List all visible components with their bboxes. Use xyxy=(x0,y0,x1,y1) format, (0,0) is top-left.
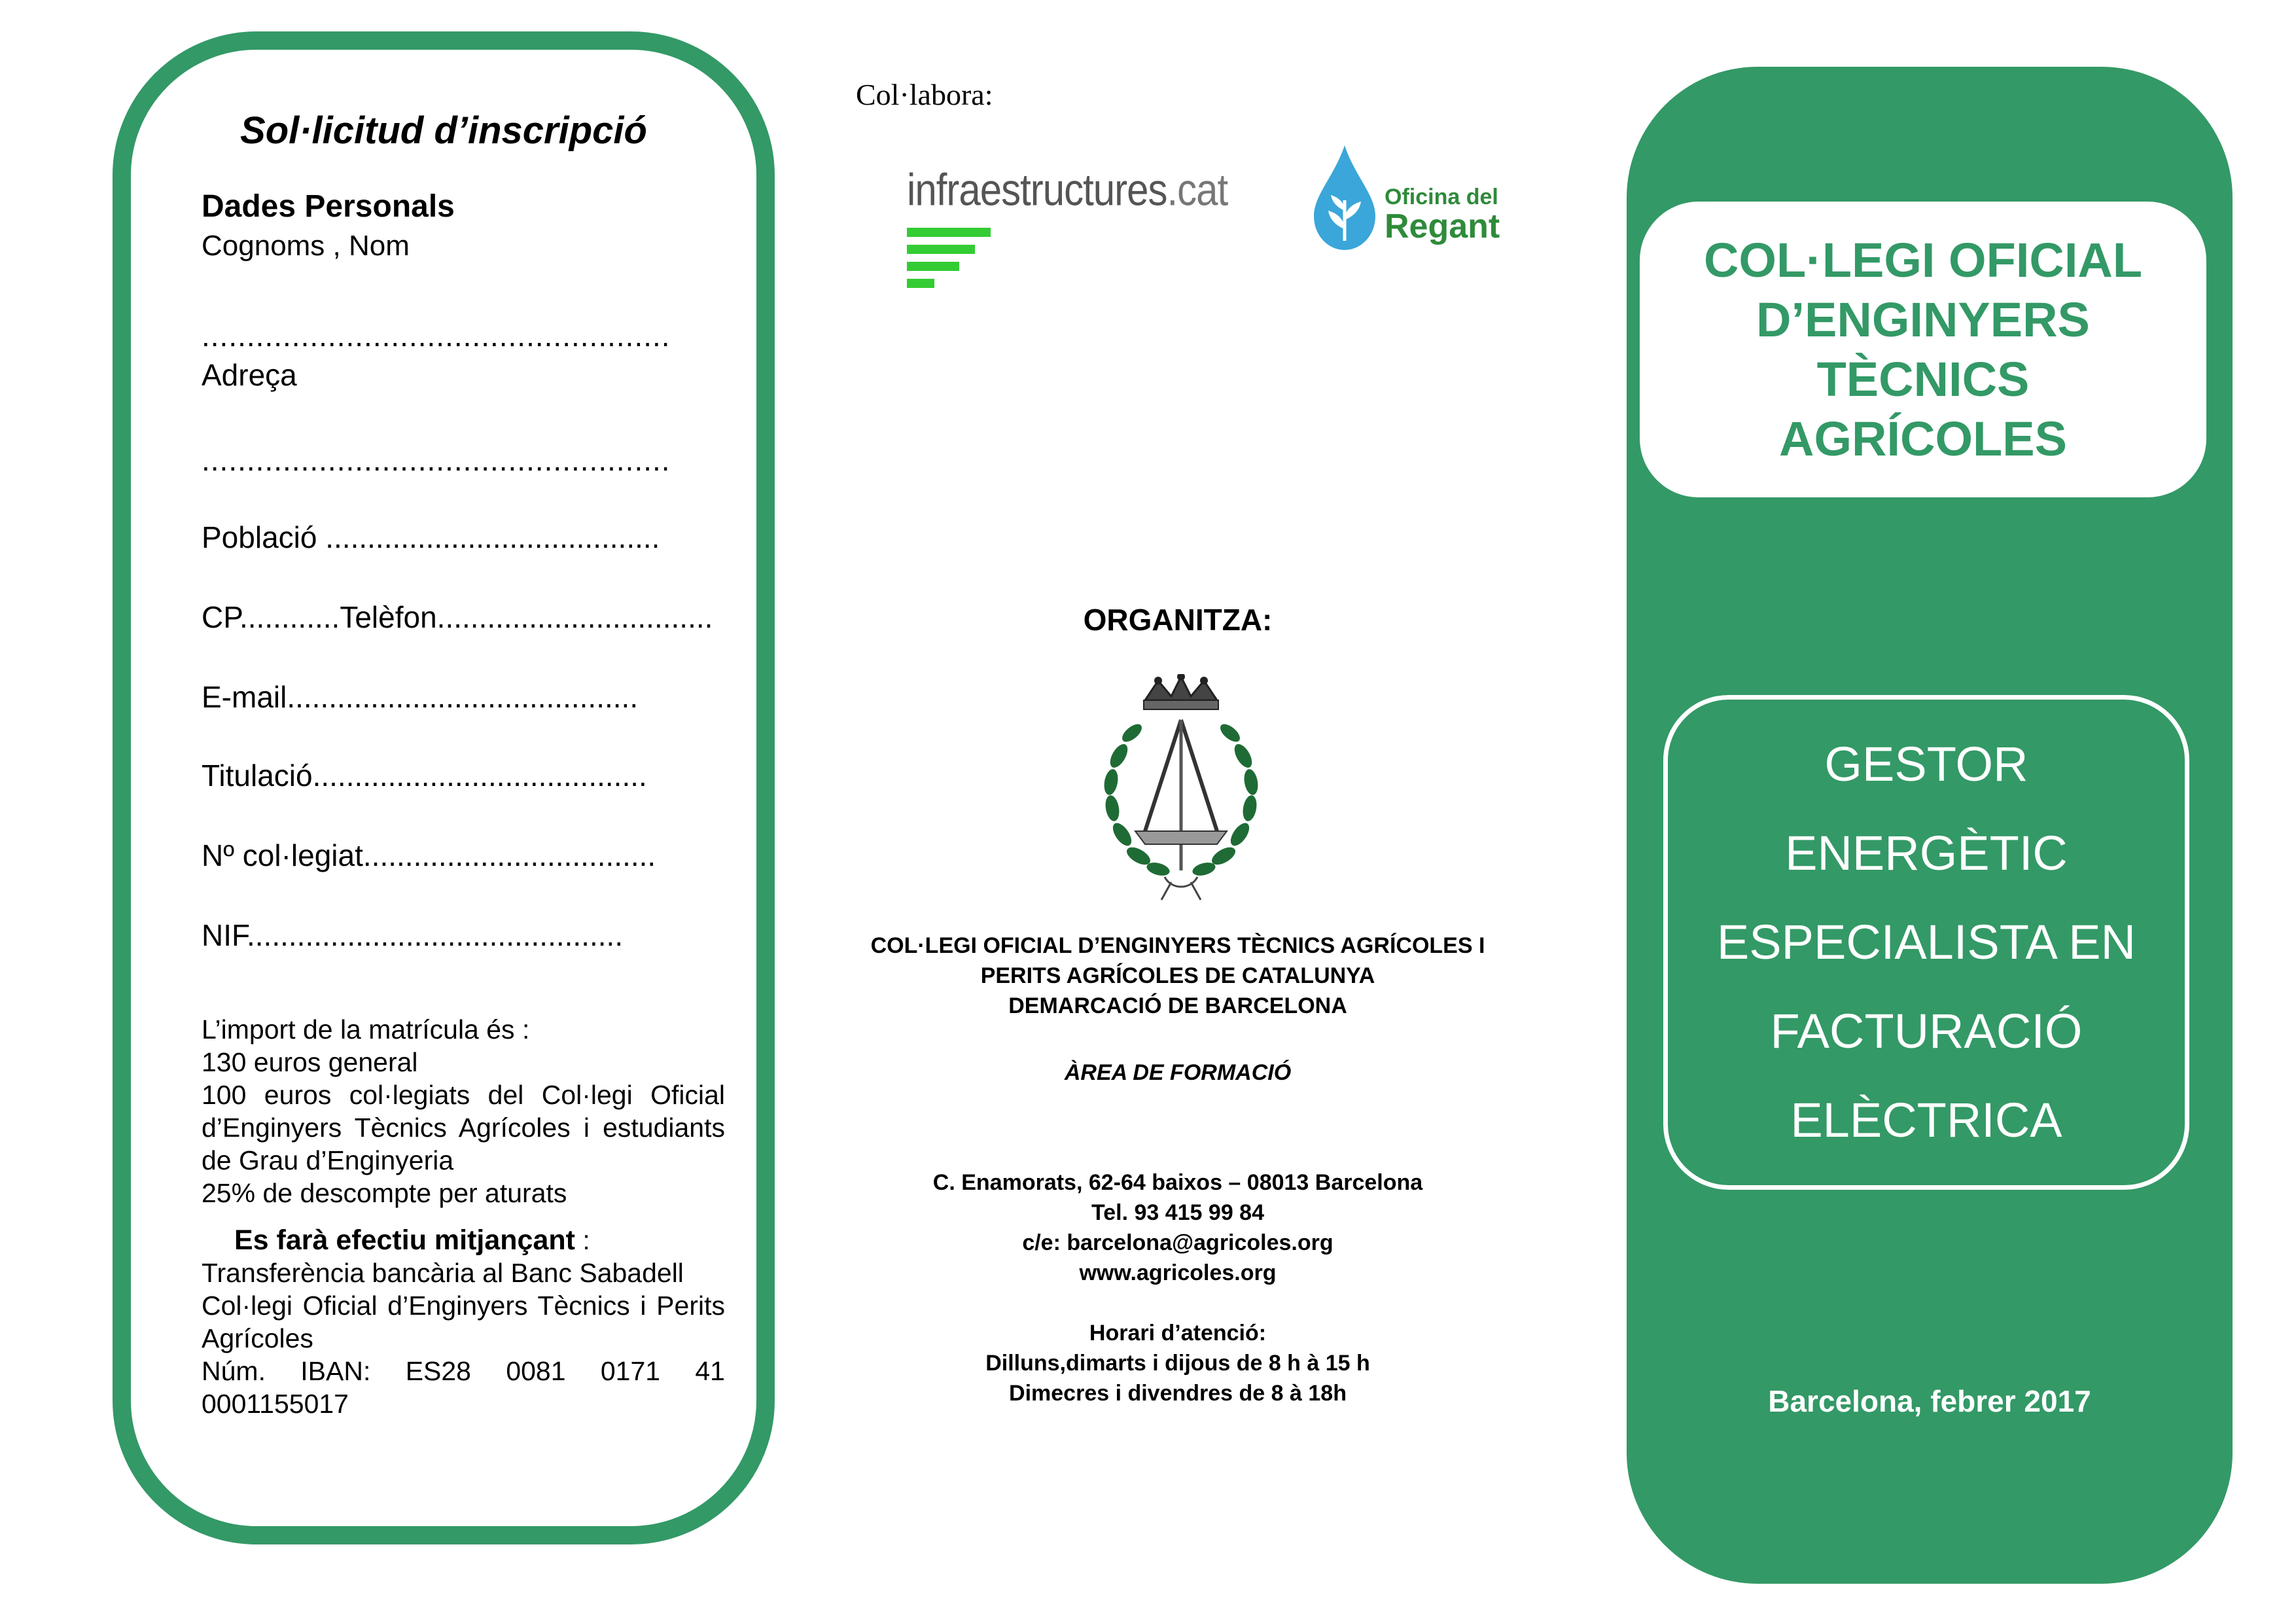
fee-intro: L’import de la matrícula és : xyxy=(202,1014,530,1044)
org-line-3: DEMARCACIÓ DE BARCELONA xyxy=(1008,993,1347,1018)
collabora-label: Col·labora: xyxy=(856,78,993,111)
address-label: Adreça xyxy=(202,358,297,392)
cover-panel xyxy=(1627,67,2233,1584)
iban-tail: 0001155017 xyxy=(202,1389,349,1419)
course-title-box xyxy=(1663,695,2189,1190)
hours-line-1: Dilluns,dimarts i dijous de 8 h à 15 h xyxy=(985,1351,1370,1376)
infraestructures-logo xyxy=(907,164,1228,294)
section-title: Dades Personals xyxy=(202,189,455,224)
fee-block xyxy=(202,1013,725,1420)
hours-title: Horari d’atenció: xyxy=(1089,1321,1267,1346)
institution-title: COL·LEGI OFICIAL D’ENGINYERS TÈCNICS AGRÍCOLES xyxy=(1703,233,2143,466)
iban-part: Núm. xyxy=(202,1356,266,1386)
oficina-del-regant-logo xyxy=(1309,143,1518,254)
form-title: Sol·licitud d’inscripció xyxy=(240,109,647,152)
address-field[interactable]: .................................................... xyxy=(202,443,671,477)
fee-general: 130 euros general xyxy=(202,1047,418,1077)
org-line-1: COL·LEGI OFICIAL D’ENGINYERS TÈCNICS AGRÍCOLES I xyxy=(870,933,1485,958)
iban-part: 0081 xyxy=(506,1356,566,1386)
fee-unemployed: 25% de descompte per aturats xyxy=(202,1178,567,1208)
iban-part: IBAN: xyxy=(300,1356,371,1386)
iban-part: 41 xyxy=(695,1356,725,1386)
infraestructures-logo-text: infraestructures.cat xyxy=(907,164,1228,215)
phone: Tel. 93 415 99 84 xyxy=(1091,1200,1264,1225)
iban-line xyxy=(202,1355,725,1387)
hours-line-2: Dimecres i divendres de 8 à 18h xyxy=(1009,1381,1347,1406)
nif-field[interactable]: NIF............................................. xyxy=(202,918,624,952)
postcode-phone-field[interactable]: CP............Telèfon................................. xyxy=(202,600,713,634)
city-field[interactable]: Població ........................................ xyxy=(202,520,660,554)
personal-data-block xyxy=(202,187,718,266)
training-area: ÀREA DE FORMACIÓ xyxy=(1064,1060,1292,1085)
regant-logo-line-1: Oficina del xyxy=(1385,185,1498,209)
name-field[interactable]: .................................................... xyxy=(202,319,671,353)
org-line-2: PERITS AGRÍCOLES DE CATALUNYA xyxy=(980,963,1375,988)
course-title: GESTOR ENERGÈTIC ESPECIALISTA EN FACTURACIÓ ELÈCTRICA xyxy=(1716,737,2136,1147)
website-link[interactable]: www.agricoles.org xyxy=(1079,1260,1277,1285)
payment-colon: : xyxy=(574,1225,590,1255)
address: C. Enamorats, 62-64 baixos – 08013 Barcelona xyxy=(932,1170,1423,1195)
institution-title-box xyxy=(1640,202,2206,497)
fee-members: 100 euros col·legiats del Col·legi Oficial d’Enginyers Tècnics Agrícoles i estudiants de Grau d’Enginyeria xyxy=(202,1080,725,1175)
payment-title: Es farà efectiu mitjançant xyxy=(234,1224,575,1256)
organizer-contact-block xyxy=(785,931,1570,1408)
member-number-field[interactable]: Nº col·legiat................................... xyxy=(202,838,656,872)
email-field[interactable]: E-mail.......................................... xyxy=(202,680,639,714)
cover-date: Barcelona, febrer 2017 xyxy=(1768,1384,2091,1418)
regant-logo-line-2: Regant xyxy=(1385,207,1500,245)
water-drop-icon xyxy=(1309,143,1381,254)
payment-line-1: Transferència bancària al Banc Sabadell xyxy=(202,1258,684,1288)
registration-form-panel xyxy=(113,31,775,1544)
payment-line-2: Col·legi Oficial d’Enginyers Tècnics i Perits Agrícoles xyxy=(202,1291,725,1353)
degree-field[interactable]: Titulació........................................ xyxy=(202,758,647,793)
organitza-heading: ORGANITZA: xyxy=(1083,603,1273,637)
name-label: Cognoms , Nom xyxy=(202,230,410,262)
email-link[interactable]: c/e: barcelona@agricoles.org xyxy=(1022,1230,1333,1255)
iban-part: ES28 xyxy=(405,1356,471,1386)
college-emblem-icon xyxy=(1073,674,1289,903)
payment-heading xyxy=(202,1224,725,1257)
iban-part: 0171 xyxy=(600,1356,661,1386)
